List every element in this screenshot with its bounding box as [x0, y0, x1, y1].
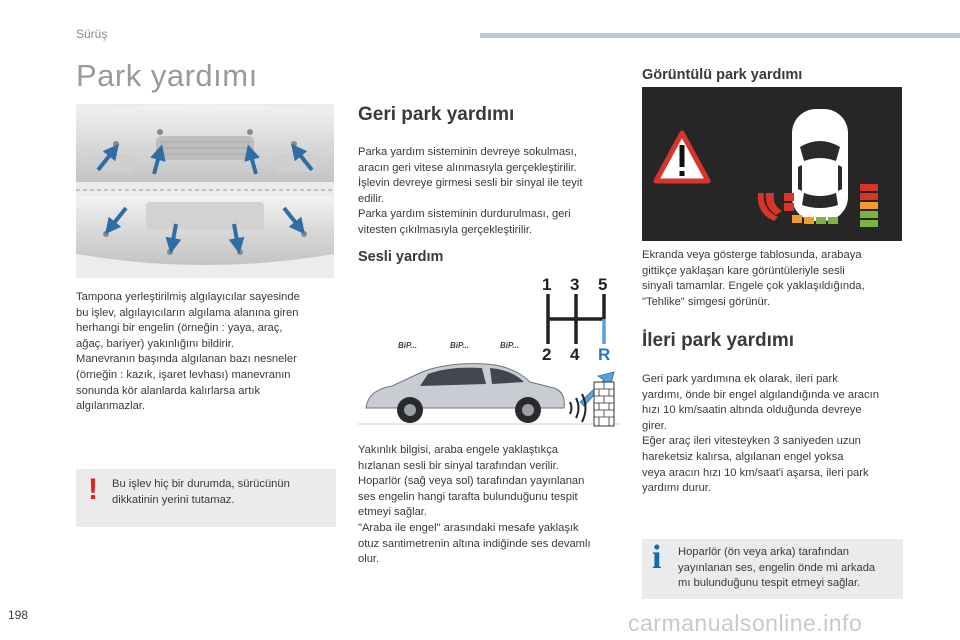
audio-assist-illustration	[358, 276, 620, 436]
audio-assist-text	[358, 443, 630, 568]
visual-assist-heading: Görüntülü park yardımı	[642, 67, 803, 83]
text-line: yardımı durur.	[642, 482, 712, 495]
rear-parking-intro	[358, 145, 628, 239]
text-line: hızlanan sesli bir sinyal tarafından verilir.	[358, 459, 559, 472]
text-line: aracın geri vitese alınmasıyla gerçekleştirilir.	[358, 161, 577, 174]
visual-assist-display	[642, 87, 902, 241]
text-line: yardımı, önde bir engel algılandığında ve aracın	[642, 388, 879, 401]
sensor-description	[76, 290, 338, 415]
text-line: Parka yardım sisteminin devreye sokulması,	[358, 146, 577, 158]
text-line: Yakınlık bilgisi, araba engele yaklaştıkça	[358, 444, 559, 456]
text-line: otuz santimetrenin altına indiğinde ses devamlı	[358, 537, 591, 550]
gear-digit: 5	[598, 276, 608, 294]
text-line: gittikçe yaklaşan kare görüntüleriyle sesli	[642, 264, 845, 277]
beep-label: BiP...	[500, 341, 519, 350]
text-line: etmeyi sağlar.	[358, 506, 428, 519]
text-line: ağaç, bariyer) yakınlığını bildirir.	[76, 337, 234, 350]
text-line: vitesten çıkılmasıyla gerçekleştirilir.	[358, 223, 533, 236]
text-line: "Tehlike" simgesi görünür.	[642, 295, 770, 308]
text-line: veya aracın hızı 10 km/saat'i aşarsa, ileri park	[642, 466, 869, 479]
text-line: herhangi bir engelin (örneğin : yaya, araç,	[76, 322, 283, 335]
text-line: bu işlev, algılayıcıların algılama alanına giren	[76, 306, 299, 319]
rear-parking-heading: Geri park yardımı	[358, 104, 515, 125]
text-line: hareketsiz kalırsa, algılanan engel yoksa	[642, 450, 844, 463]
text-line: sonunda kör alanlarda kalırlarsa artık	[76, 384, 261, 397]
gear-digit: 4	[570, 345, 580, 364]
gear-digit: 1	[542, 276, 552, 294]
header-accent-bar	[480, 33, 960, 38]
text-line: mı bulunduğunu tespit etmeyi sağlar.	[678, 577, 861, 590]
forward-parking-heading: İleri park yardımı	[642, 330, 795, 351]
text-line: dikkatinin yerini tutamaz.	[112, 493, 235, 506]
bumper-sensors-illustration	[76, 104, 334, 278]
text-line: yayınlanan ses, engelin önde mi arkada	[678, 561, 876, 574]
section-label: Sürüş	[76, 27, 108, 41]
warning-note	[76, 469, 336, 527]
text-line: Manevranın başında algılanan bazı nesneler	[76, 353, 297, 366]
watermark: carmanualsonline.info	[628, 610, 863, 636]
text-line: Parka yardım sisteminin durdurulması, geri	[358, 208, 571, 221]
visual-assist-text	[642, 248, 912, 310]
gear-digit: 3	[570, 276, 580, 294]
text-line: ses engelin hangi tarafta bulunduğunu tespit	[358, 490, 578, 503]
info-note	[642, 539, 903, 599]
page-number: 198	[8, 608, 29, 622]
beep-label: BiP...	[398, 341, 417, 350]
text-line: girer.	[642, 419, 667, 432]
gear-digit: R	[598, 345, 611, 364]
gear-digit: 2	[542, 345, 552, 364]
text-line: olur.	[358, 553, 380, 566]
text-line: "Araba ile engel" arasındaki mesafe yaklaşık	[358, 521, 579, 534]
text-line: Geri park yardımına ek olarak, ileri park	[642, 373, 838, 385]
beep-label: BiP...	[450, 341, 469, 350]
text-line: İşlevin devreye girmesi sesli bir sinyal ile teyit	[358, 177, 583, 190]
text-line: Hoparlör (sağ veya sol) tarafından yayınlanan	[358, 475, 585, 488]
forward-parking-text	[642, 372, 917, 497]
info-icon: i	[652, 539, 662, 576]
text-line: sinyali tamamlar. Engele çok yaklaşıldığında,	[642, 280, 865, 293]
audio-assist-heading: Sesli yardım	[358, 249, 444, 265]
text-line: edilir.	[358, 192, 385, 205]
text-line: Ekranda veya gösterge tablosunda, arabaya	[642, 249, 862, 261]
text-line: Tampona yerleştirilmiş algılayıcılar sayesinde	[76, 291, 300, 303]
text-line: (örneğin : kazık, işaret levhası) manevranın	[76, 368, 291, 381]
text-line: Hoparlör (ön veya arka) tarafından	[678, 546, 850, 558]
text-line: Bu işlev hiç bir durumda, sürücünün	[112, 478, 290, 490]
text-line: hızı 10 km/saatin altında olduğunda devreye	[642, 404, 862, 417]
page-title: Park yardımı	[76, 58, 258, 93]
warning-icon: !	[88, 473, 98, 506]
text-line: algılanmazlar.	[76, 400, 146, 413]
text-line: Eğer araç ileri vitesteyken 3 saniyeden uzun	[642, 435, 861, 448]
